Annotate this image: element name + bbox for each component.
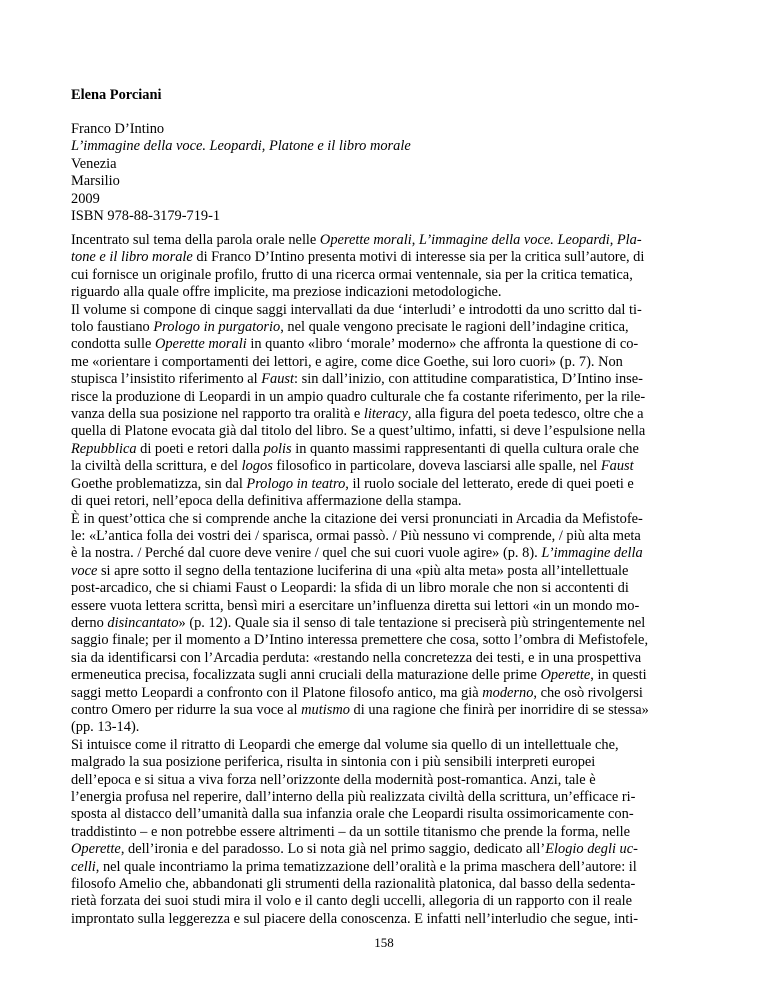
text-run: malgrado la sua posizione periferica, risulta in sintonia con i più sensibili interpreti europei bbox=[71, 754, 596, 771]
text-line bbox=[71, 528, 699, 545]
text-run: , in questi bbox=[590, 667, 647, 684]
book-title: L’immagine della voce. Leopardi, Platone e il libro morale bbox=[71, 138, 411, 155]
text-run: dell’epoca e si situa a viva forza nell’orizzonte della modernità post-romantica. Anzi, tale è bbox=[71, 771, 596, 788]
text-line bbox=[71, 389, 699, 406]
italic-text: Prologo in teatro bbox=[246, 475, 346, 492]
text-run: Si intuisce come il ritratto di Leopardi che emerge dal volume sia quello di un intellettuale che, bbox=[71, 736, 619, 753]
italic-text: Prologo in purgatorio bbox=[153, 319, 281, 336]
text-line bbox=[71, 249, 699, 266]
text-line bbox=[71, 545, 699, 562]
text-run: , nel quale vengono precisate le ragioni dell’indagine critica, bbox=[280, 319, 629, 336]
text-run: si apre sotto il segno della tentazione luciferina di una «più alta meta» posta all’intellettuale bbox=[97, 562, 629, 579]
italic-text: L’immagine della bbox=[541, 545, 643, 562]
text-line bbox=[71, 232, 699, 249]
italic-text: Operette bbox=[71, 841, 121, 858]
text-run: » (p. 12). Quale sia il senso di tale tentazione si preciserà più stringentemente nel bbox=[178, 614, 646, 631]
page-number: 158 bbox=[374, 935, 394, 950]
text-run: le: «L’antica folla dei vostri dei / sparisca, ormai passò. / Più nessuno vi comprende, / più alta meta bbox=[71, 527, 641, 544]
text-run: di poeti e retori dalla bbox=[136, 440, 264, 457]
text-run: Goethe problematizza, sin dal bbox=[71, 475, 247, 492]
italic-text: Operette morali bbox=[319, 232, 412, 248]
text-run: , dell’ironia e del paradosso. Lo si nota già nel primo saggio, dedicato all’ bbox=[120, 841, 546, 858]
text-line bbox=[71, 824, 699, 841]
text-run: è la nostra. / Perché dal cuore deve venire / quel che sui cuori vuole agire» (p. 8). bbox=[71, 545, 542, 562]
text-run: improntato sulla leggerezza e sul piacere della conoscenza. E infatti nell’interludio che segue, inti- bbox=[71, 910, 638, 927]
text-run: vanza della sua posizione nel rapporto tra oralità e bbox=[71, 406, 364, 423]
italic-text: Faust bbox=[261, 371, 295, 388]
review-author: Elena Porciani bbox=[71, 87, 162, 103]
book-year: 2009 bbox=[71, 190, 100, 207]
italic-text: tone e il libro morale bbox=[71, 249, 193, 266]
text-run: filosofico in particolare, doveva lasciarsi alle spalle, nel bbox=[272, 458, 601, 475]
text-line bbox=[71, 789, 699, 806]
text-run: , alla figura del poeta tedesco, oltre che a bbox=[407, 406, 644, 423]
text-run: l’energia profusa nel reperire, dall’interno della più realizzata civiltà della scrittura, un’efficace ri- bbox=[71, 789, 636, 805]
book-publisher: Marsilio bbox=[71, 173, 120, 190]
text-run: contro Omero per ridurre la sua voce al bbox=[71, 701, 302, 718]
text-line bbox=[71, 336, 699, 353]
text-line bbox=[71, 772, 699, 789]
italic-text: Faust bbox=[600, 458, 634, 475]
text-line bbox=[71, 702, 699, 719]
text-line bbox=[71, 632, 699, 649]
text-run: di una ragione che finirà per inorridire di se stessa» bbox=[349, 701, 649, 718]
text-run: Incentrato sul tema della parola orale nelle bbox=[71, 232, 320, 248]
text-line bbox=[71, 598, 699, 615]
text-line bbox=[71, 302, 699, 319]
text-run: cui fornisce un originale profilo, frutto di una ricerca ormai ventennale, sia per la critica tematica, bbox=[71, 266, 633, 283]
book-city: Venezia bbox=[71, 155, 117, 172]
text-run: sposta al distacco dell’umanità dalla sua infanzia orale che Leopardi risulta ossimoricamente con- bbox=[71, 806, 634, 823]
italic-text: L’immagine della voce. Leopardi, Pla- bbox=[418, 232, 642, 248]
text-line bbox=[71, 667, 699, 684]
text-line bbox=[71, 267, 699, 284]
text-line bbox=[71, 754, 699, 771]
text-run: quella di Platone evocata già dal titolo del libro. Se a quest’ultimo, infatti, si deve l’espulsione nella bbox=[71, 423, 646, 440]
text-run: stupisca l’insistito riferimento al bbox=[71, 371, 262, 388]
text-run: Il volume si compone di cinque saggi intervallati da due ‘interludi’ e introdotti da uno scritto dal ti- bbox=[71, 301, 642, 318]
review-body bbox=[71, 232, 699, 928]
text-run: : sin dall’inizio, con attitudine comparatistica, D’Intino inse- bbox=[294, 371, 643, 388]
text-line bbox=[71, 371, 699, 388]
italic-text: mutismo bbox=[301, 701, 350, 718]
text-run: saggio finale; per il momento a D’Intino interessa premettere che cosa, sotto l’ombra di Mefistofele, bbox=[71, 632, 649, 649]
text-run: risce la produzione di Leopardi in un ampio quadro culturale che fa costante riferimento, per la rile- bbox=[71, 388, 646, 405]
book-isbn: ISBN 978-88-3179-719-1 bbox=[71, 208, 221, 225]
text-line bbox=[71, 284, 699, 301]
italic-text: literacy bbox=[363, 406, 408, 423]
italic-text: celli bbox=[71, 858, 96, 875]
text-run: in quanto «libro ‘morale’ moderno» che affronta la questione di co- bbox=[246, 336, 639, 353]
italic-text: Operette morali bbox=[154, 336, 247, 353]
text-run: tolo faustiano bbox=[71, 319, 154, 336]
text-run: di quei retori, nell’epoca della definitiva affermazione della stampa. bbox=[71, 493, 462, 510]
italic-text: moderno bbox=[482, 684, 534, 701]
text-line bbox=[71, 319, 699, 336]
text-line bbox=[71, 423, 699, 440]
italic-text: polis bbox=[263, 440, 292, 457]
text-run: essere vuota lettera scritta, bensì miri a esercitare un’influenza diretta sui lettori «in un mondo mo- bbox=[71, 597, 640, 614]
text-run: sia da identificarsi con l’Arcadia perduta: «restando nella concretezza dei testi, e in una prospettiva bbox=[71, 649, 642, 666]
italic-text: voce bbox=[71, 562, 98, 579]
text-line bbox=[71, 354, 699, 371]
text-line bbox=[71, 719, 699, 736]
text-line bbox=[71, 458, 699, 475]
bibliographic-block bbox=[71, 121, 411, 225]
text-line bbox=[71, 859, 699, 876]
text-run: traddistinto – e non potrebbe essere altrimenti – da un sottile titanismo che prende la forma, nelle bbox=[71, 823, 631, 840]
text-line bbox=[71, 737, 699, 754]
text-line bbox=[71, 441, 699, 458]
text-run: saggi metto Leopardi a confronto con il Platone filosofo antico, ma già bbox=[71, 684, 483, 701]
text-run: , bbox=[411, 232, 419, 248]
italic-text: Repubblica bbox=[71, 440, 137, 457]
text-run: , il ruolo sociale del letterato, erede di quei poeti e bbox=[345, 475, 634, 492]
text-run: condotta sulle bbox=[71, 336, 155, 353]
text-run: filosofo Amelio che, abbandonati gli strumenti della razionalità platonica, dal basso della sedenta- bbox=[71, 876, 636, 893]
italic-text: logos bbox=[241, 458, 273, 475]
text-run: , nel quale incontriamo la prima tematizzazione dell’oralità e la prima maschera dell’autore: il bbox=[95, 858, 637, 875]
text-run: rietà forzata dei suoi studi mira il volo e il canto degli uccelli, allegoria di un rapporto con il reale bbox=[71, 893, 633, 910]
text-run: È in quest’ottica che si comprende anche la citazione dei versi pronunciati in Arcadia da Mefistofe- bbox=[71, 510, 643, 527]
text-line bbox=[71, 911, 699, 928]
text-run: in quanto massimi rappresentanti di quella cultura orale che bbox=[291, 440, 639, 457]
text-line bbox=[71, 615, 699, 632]
text-line bbox=[71, 511, 699, 528]
text-run: di Franco D’Intino presenta motivi di interesse sia per la critica sull’autore, di bbox=[192, 249, 645, 266]
text-run: , che osò rivolgersi bbox=[533, 684, 643, 701]
text-run: post-arcadico, che si chiami Faust o Leopardi: la sfida di un libro morale che non si accontenti di bbox=[71, 580, 629, 597]
text-line bbox=[71, 841, 699, 858]
text-run: me «orientare i comportamenti dei lettori, e agire, come dice Goethe, sui loro cuori» (p. 7). Non bbox=[71, 353, 623, 370]
text-line bbox=[71, 893, 699, 910]
text-run: ermeneutica precisa, focalizzata sugli anni cruciali della maturazione delle prime bbox=[71, 667, 541, 684]
text-run: riguardo alla quale offre implicite, ma preziose indicazioni metodologiche. bbox=[71, 284, 502, 301]
text-run: derno bbox=[71, 614, 108, 631]
text-line bbox=[71, 650, 699, 667]
book-author: Franco D’Intino bbox=[71, 121, 165, 137]
italic-text: disincantato bbox=[107, 614, 179, 631]
text-run: (pp. 13-14). bbox=[71, 719, 140, 736]
text-line bbox=[71, 580, 699, 597]
text-run: la civiltà della scrittura, e del bbox=[71, 458, 242, 475]
text-line bbox=[71, 806, 699, 823]
text-line bbox=[71, 493, 699, 510]
italic-text: Elogio degli uc- bbox=[545, 841, 638, 858]
text-line bbox=[71, 563, 699, 580]
text-line bbox=[71, 406, 699, 423]
text-line bbox=[71, 685, 699, 702]
italic-text: Operette bbox=[540, 667, 591, 684]
text-line bbox=[71, 476, 699, 493]
text-line bbox=[71, 876, 699, 893]
